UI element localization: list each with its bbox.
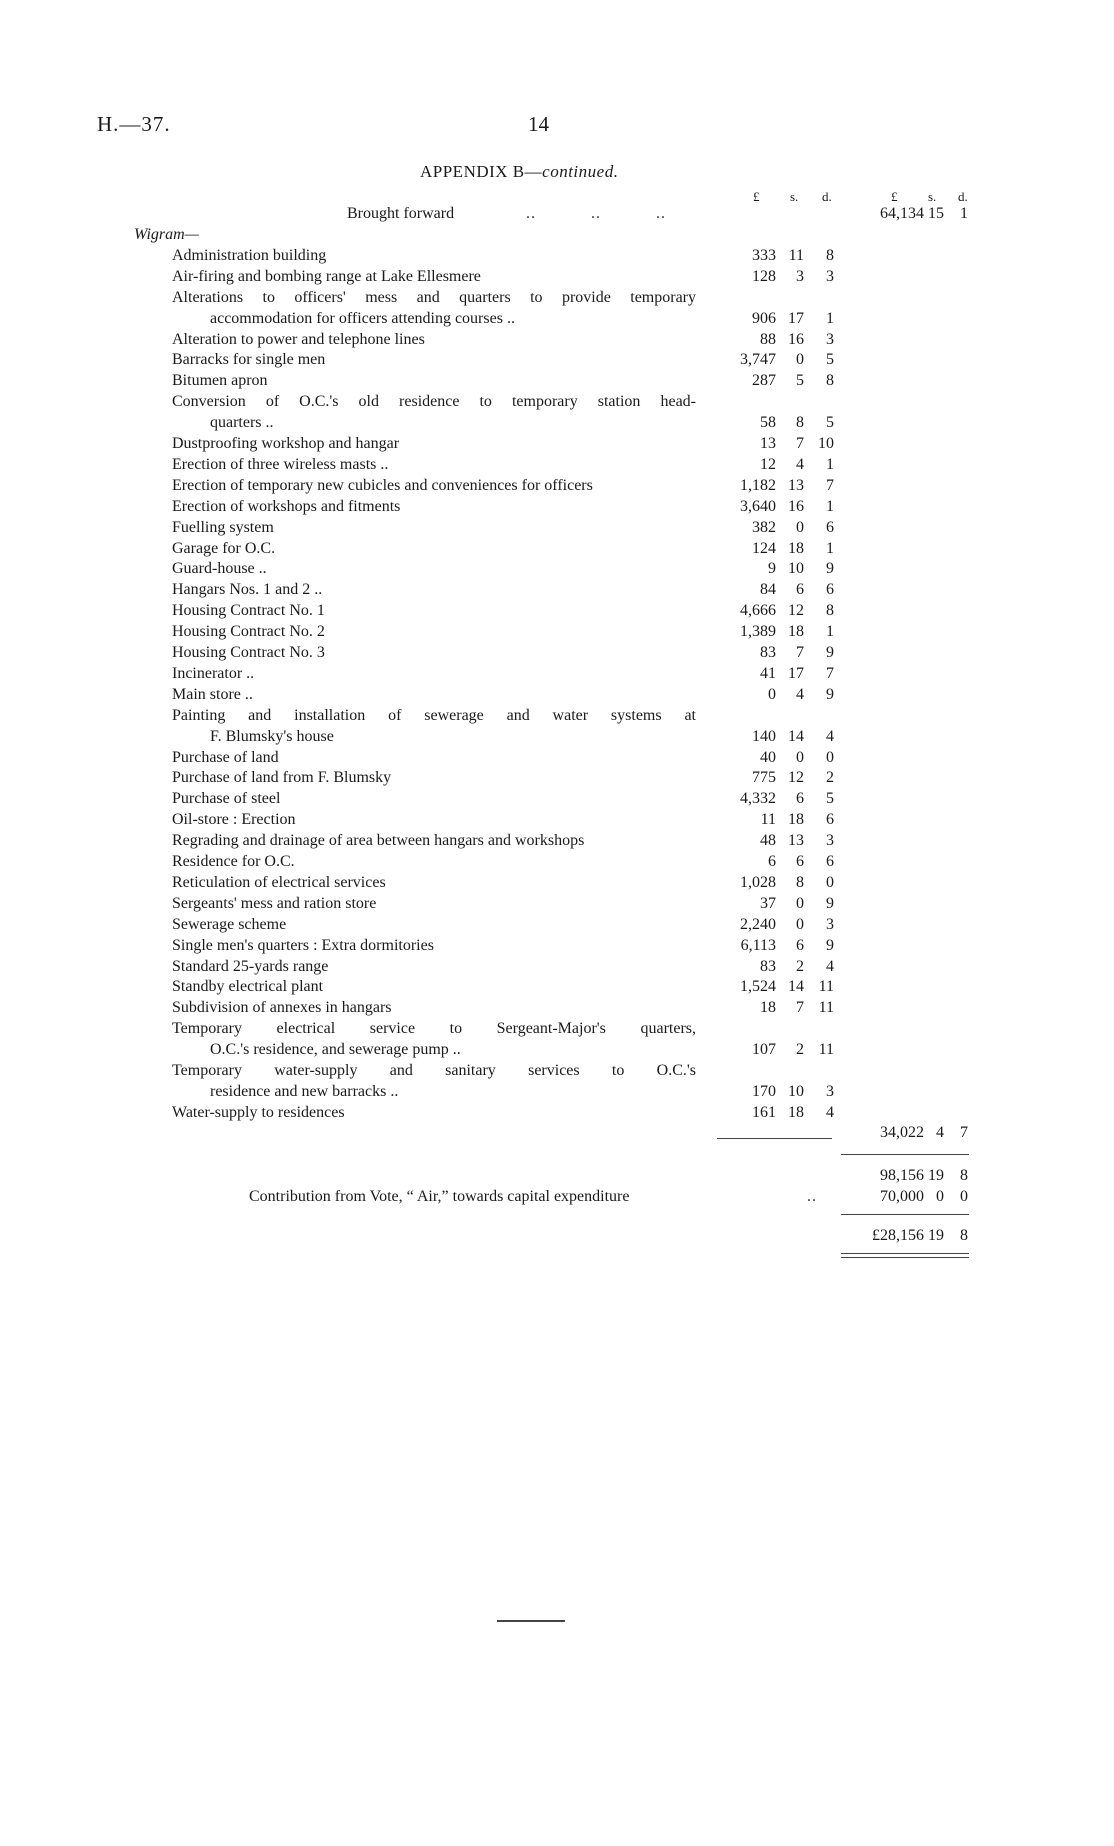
- item-pounds: 0: [768, 686, 776, 703]
- item-description-line: accommodation for officers attending courses ..: [210, 310, 515, 327]
- item-pounds: 18: [760, 999, 776, 1016]
- item-description-line: Alteration to power and telephone lines: [172, 331, 425, 348]
- item-pounds: 9: [768, 560, 776, 577]
- item-pence: 7: [826, 665, 834, 682]
- item-pounds: 107: [752, 1041, 776, 1058]
- item-description-line: O.C.'s residence, and sewerage pump ..: [210, 1041, 461, 1058]
- item-pounds: 170: [752, 1083, 776, 1100]
- item-shillings: 2: [796, 958, 804, 975]
- item-pounds: 88: [760, 331, 776, 348]
- item-description-line: Painting and installation of sewerage and water systems at: [172, 707, 696, 724]
- brought-forward-pounds: 64,134: [880, 205, 924, 222]
- item-shillings: 0: [796, 749, 804, 766]
- item-description-line: Water-supply to residences: [172, 1104, 345, 1121]
- item-shillings: 18: [788, 1104, 804, 1121]
- double-rule-top: [841, 1253, 969, 1254]
- brought-forward-pence: 1: [960, 205, 968, 222]
- item-description-line: Standby electrical plant: [172, 978, 324, 995]
- item-shillings: 7: [796, 435, 804, 452]
- col2-pence-header: d.: [958, 189, 968, 204]
- item-description-line: Temporary water-supply and sanitary services to O.C.'s: [172, 1062, 696, 1079]
- item-pounds: 11: [760, 811, 776, 828]
- item-pence: 6: [826, 853, 834, 870]
- item-shillings: 18: [788, 811, 804, 828]
- item-pounds: 84: [760, 581, 776, 598]
- item-pounds: 128: [752, 268, 776, 285]
- item-pounds: 37: [760, 895, 776, 912]
- item-shillings: 7: [796, 999, 804, 1016]
- item-shillings: 0: [796, 519, 804, 536]
- item-pence: 8: [826, 372, 834, 389]
- brought-forward-label: Brought forward: [347, 205, 455, 222]
- item-pence: 9: [826, 644, 834, 661]
- item-description-line: Housing Contract No. 2: [172, 623, 325, 640]
- item-pence: 4: [826, 728, 834, 745]
- item-shillings: 18: [788, 540, 804, 557]
- item-pence: 4: [826, 1104, 834, 1121]
- brought-forward-shillings: 15: [928, 205, 944, 222]
- item-pounds: 1,028: [740, 874, 776, 891]
- item-pence: 8: [826, 247, 834, 264]
- grand-subtotal-shillings: 19: [928, 1167, 944, 1184]
- item-pence: 6: [826, 519, 834, 536]
- final-total-pence: 8: [960, 1227, 968, 1244]
- item-pounds: 3,747: [740, 351, 776, 368]
- item-pence: 1: [826, 623, 834, 640]
- appendix-title: [420, 162, 618, 182]
- item-pence: 11: [818, 1041, 834, 1058]
- col2-shillings-header: s.: [928, 189, 937, 204]
- item-pence: 5: [826, 414, 834, 431]
- contribution-shillings: 0: [936, 1188, 944, 1205]
- item-description-line: Housing Contract No. 1: [172, 602, 325, 619]
- item-description-line: Sergeants' mess and ration store: [172, 895, 377, 912]
- item-shillings: 4: [796, 456, 804, 473]
- item-shillings: 17: [788, 665, 804, 682]
- item-pence: 7: [826, 477, 834, 494]
- item-description-line: Oil-store : Erection: [172, 811, 296, 828]
- item-description-line: Standard 25-yards range: [172, 958, 329, 975]
- page-number: 14: [528, 112, 549, 136]
- item-pounds: 906: [752, 310, 776, 327]
- item-description-line: Hangars Nos. 1 and 2 ..: [172, 581, 323, 598]
- item-shillings: 6: [796, 581, 804, 598]
- item-pounds: 382: [752, 519, 776, 536]
- item-shillings: 10: [788, 1083, 804, 1100]
- item-description-line: Barracks for single men: [172, 351, 326, 368]
- leader-dots: .. .. ..: [526, 205, 666, 222]
- item-shillings: 16: [788, 498, 804, 515]
- item-shillings: 13: [788, 477, 804, 494]
- end-rule: [497, 1620, 565, 1622]
- section-total-pounds: 34,022: [880, 1124, 924, 1141]
- item-pounds: 333: [752, 247, 776, 264]
- item-description-line: Guard-house ..: [172, 560, 267, 577]
- item-pence: 6: [826, 811, 834, 828]
- item-pence: 1: [826, 456, 834, 473]
- item-pounds: 41: [760, 665, 776, 682]
- item-shillings: 13: [788, 832, 804, 849]
- section-total-shillings: 4: [936, 1124, 944, 1141]
- item-description-line: Reticulation of electrical services: [172, 874, 386, 891]
- item-pence: 6: [826, 581, 834, 598]
- item-pounds: 83: [760, 958, 776, 975]
- contribution-pence: 0: [960, 1188, 968, 1205]
- item-pence: 8: [826, 602, 834, 619]
- item-pounds: 1,524: [740, 978, 776, 995]
- item-pence: 5: [826, 790, 834, 807]
- item-description-line: Regrading and drainage of area between hangars and workshops: [172, 832, 585, 849]
- item-description-line: Housing Contract No. 3: [172, 644, 325, 661]
- item-pounds: 13: [760, 435, 776, 452]
- item-pence: 4: [826, 958, 834, 975]
- item-description-line: Erection of three wireless masts ..: [172, 456, 389, 473]
- item-pence: 2: [826, 769, 834, 786]
- item-description-line: Fuelling system: [172, 519, 274, 536]
- section-total-pence: 7: [960, 1124, 968, 1141]
- item-pounds: 775: [752, 769, 776, 786]
- section-title: Wigram—: [134, 226, 199, 243]
- item-pence: 3: [826, 331, 834, 348]
- contribution-pounds: 70,000: [880, 1188, 924, 1205]
- item-pence: 1: [826, 310, 834, 327]
- item-shillings: 8: [796, 874, 804, 891]
- item-description-line: Single men's quarters : Extra dormitories: [172, 937, 434, 954]
- item-pounds: 12: [760, 456, 776, 473]
- item-description-line: Garage for O.C.: [172, 540, 276, 557]
- item-pence: 11: [818, 978, 834, 995]
- item-description-line: Bitumen apron: [172, 372, 268, 389]
- item-pence: 9: [826, 937, 834, 954]
- item-shillings: 7: [796, 644, 804, 661]
- item-description-line: Dustproofing workshop and hangar: [172, 435, 400, 452]
- item-pounds: 6,113: [740, 937, 776, 954]
- contribution-label: Contribution from Vote, “ Air,” towards capital expenditure: [249, 1188, 630, 1205]
- item-pounds: 4,332: [740, 790, 776, 807]
- item-pounds: 40: [760, 749, 776, 766]
- item-description-line: residence and new barracks ..: [210, 1083, 399, 1100]
- item-pounds: 124: [752, 540, 776, 557]
- grand-subtotal-pence: 8: [960, 1167, 968, 1184]
- item-description-line: Main store ..: [172, 686, 253, 703]
- item-shillings: 16: [788, 331, 804, 348]
- item-pounds: 287: [752, 372, 776, 389]
- item-description-line: Sewerage scheme: [172, 916, 287, 933]
- item-pence: 3: [826, 916, 834, 933]
- item-pence: 1: [826, 540, 834, 557]
- item-pence: 3: [826, 832, 834, 849]
- item-pence: 0: [826, 874, 834, 891]
- item-pounds: 6: [768, 853, 776, 870]
- grand-subtotal-pounds: 98,156: [880, 1167, 924, 1184]
- item-description-line: Conversion of O.C.'s old residence to temporary station head-: [172, 393, 696, 410]
- item-pounds: 1,182: [740, 477, 776, 494]
- item-shillings: 14: [788, 728, 804, 745]
- double-rule-bottom: [841, 1257, 969, 1258]
- item-description-line: Erection of workshops and fitments: [172, 498, 401, 515]
- total-rule: [841, 1154, 969, 1155]
- item-description-line: Purchase of land: [172, 749, 279, 766]
- item-pence: 0: [826, 749, 834, 766]
- item-pounds: 140: [752, 728, 776, 745]
- item-pounds: 2,240: [740, 916, 776, 933]
- item-shillings: 14: [788, 978, 804, 995]
- item-description-line: Purchase of steel: [172, 790, 281, 807]
- item-pounds: 4,666: [740, 602, 776, 619]
- item-shillings: 12: [788, 769, 804, 786]
- appendix-title-continued: continued.: [542, 162, 619, 181]
- item-description-line: Residence for O.C.: [172, 853, 295, 870]
- item-pence: 3: [826, 268, 834, 285]
- col1-pounds-header: £: [753, 189, 760, 204]
- item-pence: 3: [826, 1083, 834, 1100]
- item-description-line: F. Blumsky's house: [210, 728, 334, 745]
- item-shillings: 6: [796, 853, 804, 870]
- item-description-line: Alterations to officers' mess and quarters to provide temporary: [172, 289, 696, 306]
- item-description-line: Incinerator ..: [172, 665, 255, 682]
- item-shillings: 10: [788, 560, 804, 577]
- total-rule: [841, 1214, 969, 1215]
- item-shillings: 5: [796, 372, 804, 389]
- document-code: H.—37.: [97, 112, 171, 136]
- item-description-line: Subdivision of annexes in hangars: [172, 999, 392, 1016]
- col1-pence-header: d.: [822, 189, 832, 204]
- item-description-line: Purchase of land from F. Blumsky: [172, 769, 392, 786]
- item-pounds: 161: [752, 1104, 776, 1121]
- col2-pounds-header: £: [891, 189, 898, 204]
- item-pounds: 58: [760, 414, 776, 431]
- item-pounds: 3,640: [740, 498, 776, 515]
- item-shillings: 6: [796, 790, 804, 807]
- item-shillings: 0: [796, 351, 804, 368]
- item-pounds: 83: [760, 644, 776, 661]
- item-shillings: 6: [796, 937, 804, 954]
- item-pence: 10: [818, 435, 834, 452]
- item-pounds: 1,389: [740, 623, 776, 640]
- item-shillings: 3: [796, 268, 804, 285]
- col1-shillings-header: s.: [790, 189, 799, 204]
- final-total-shillings: 19: [928, 1227, 944, 1244]
- item-description-line: Erection of temporary new cubicles and conveniences for officers: [172, 477, 593, 494]
- item-pence: 5: [826, 351, 834, 368]
- subtotal-rule: [717, 1138, 832, 1139]
- item-shillings: 2: [796, 1041, 804, 1058]
- item-shillings: 17: [788, 310, 804, 327]
- item-description-line: Temporary electrical service to Sergeant-Major's quarters,: [172, 1020, 696, 1037]
- item-pence: 9: [826, 686, 834, 703]
- item-pence: 9: [826, 895, 834, 912]
- item-shillings: 18: [788, 623, 804, 640]
- item-shillings: 11: [788, 247, 804, 264]
- item-pence: 1: [826, 498, 834, 515]
- item-pounds: 48: [760, 832, 776, 849]
- item-shillings: 0: [796, 895, 804, 912]
- item-description-line: Air-firing and bombing range at Lake Ellesmere: [172, 268, 481, 285]
- item-shillings: 4: [796, 686, 804, 703]
- item-description-line: quarters ..: [210, 414, 274, 431]
- item-description-line: Administration building: [172, 247, 327, 264]
- appendix-title-main: APPENDIX B—: [420, 162, 543, 181]
- item-pence: 11: [818, 999, 834, 1016]
- item-shillings: 12: [788, 602, 804, 619]
- final-total-pounds: £28,156: [872, 1227, 924, 1244]
- item-pence: 9: [826, 560, 834, 577]
- item-shillings: 0: [796, 916, 804, 933]
- leader-dots: ..: [807, 1188, 817, 1205]
- item-shillings: 8: [796, 414, 804, 431]
